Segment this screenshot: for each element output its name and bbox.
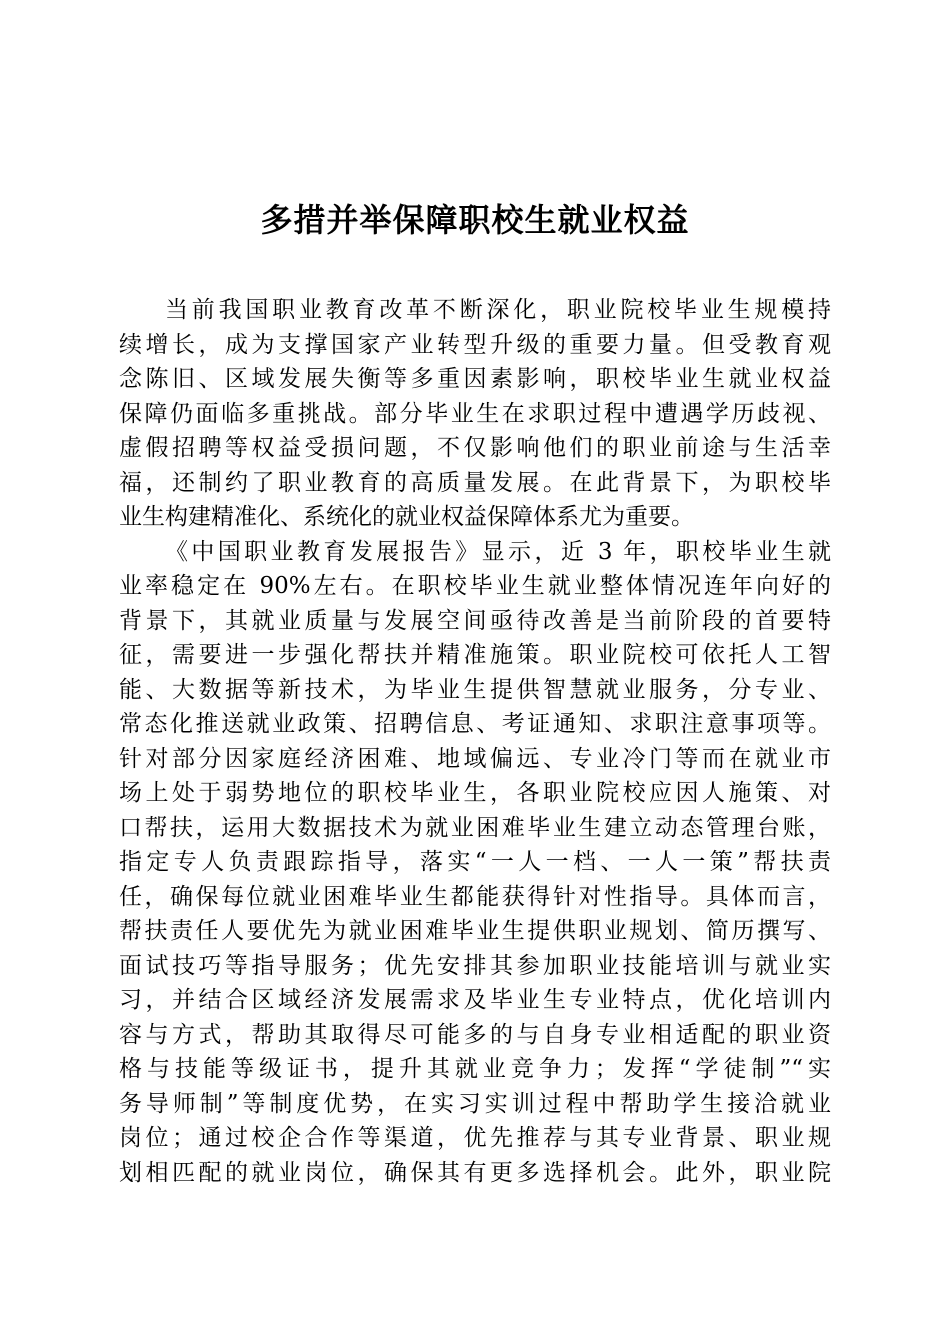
text-line: 虚假招聘等权益受损问题，不仅影响他们的职业前途与生活幸 bbox=[119, 435, 831, 461]
text-line: 面试技巧等指导服务；优先安排其参加职业技能培训与就业实 bbox=[119, 952, 831, 979]
document-title: 多措并举保障职校生就业权益 bbox=[260, 201, 690, 239]
text-line: 背景下，其就业质量与发展空间亟待改善是当前阶段的首要特 bbox=[119, 607, 831, 634]
paragraph-2 bbox=[119, 535, 831, 1191]
text-line: 务导师制”等制度优势，在实习实训过程中帮助学生接洽就业 bbox=[119, 1090, 831, 1117]
text-line: 划相匹配的就业岗位，确保其有更多选择机会。此外，职业院 bbox=[119, 1159, 831, 1186]
text-line: 口帮扶，运用大数据技术为就业困难毕业生建立动态管理台账， bbox=[119, 814, 831, 841]
text-line: 岗位；通过校企合作等渠道，优先推荐与其专业背景、职业规 bbox=[119, 1125, 831, 1151]
text-line: 征，需要进一步强化帮扶并精准施策。职业院校可依托人工智 bbox=[119, 642, 831, 668]
text-line: 容与方式，帮助其取得尽可能多的与自身专业相适配的职业资 bbox=[119, 1021, 831, 1048]
document-body bbox=[119, 293, 831, 1190]
paragraph-1 bbox=[119, 293, 831, 535]
text-line: 当前我国职业教育改革不断深化，职业院校毕业生规模持 bbox=[165, 297, 831, 323]
text-line: 能、大数据等新技术，为毕业生提供智慧就业服务，分专业、 bbox=[119, 676, 831, 703]
text-line: 福，还制约了职业教育的高质量发展。在此背景下，为职校毕 bbox=[119, 469, 831, 496]
text-line: 指定专人负责跟踪指导，落实“一人一档、一人一策”帮扶责 bbox=[119, 849, 831, 875]
text-line: 针对部分因家庭经济困难、地域偏远、专业冷门等而在就业市 bbox=[119, 745, 831, 772]
text-line: 续增长，成为支撑国家产业转型升级的重要力量。但受教育观 bbox=[119, 331, 831, 358]
text-line: 《中国职业教育发展报告》显示，近 3 年，职校毕业生就 bbox=[165, 538, 831, 565]
text-line: 念陈旧、区域发展失衡等多重因素影响，职校毕业生就业权益 bbox=[119, 366, 831, 392]
text-line: 任，确保每位就业困难毕业生都能获得针对性指导。具体而言， bbox=[119, 883, 831, 910]
text-line: 帮扶责任人要优先为就业困难毕业生提供职业规划、简历撰写、 bbox=[119, 918, 831, 944]
text-line: 业生构建精准化、系统化的就业权益保障体系尤为重要。 bbox=[119, 504, 694, 530]
text-line: 格与技能等级证书，提升其就业竞争力；发挥“学徒制”“实 bbox=[119, 1056, 831, 1082]
text-line: 保障仍面临多重挑战。部分毕业生在求职过程中遭遇学历歧视、 bbox=[119, 400, 831, 427]
text-line: 业率稳定在 90%左右。在职校毕业生就业整体情况连年向好的 bbox=[119, 573, 831, 599]
text-line: 场上处于弱势地位的职校毕业生，各职业院校应因人施策、对 bbox=[119, 780, 831, 806]
text-line: 常态化推送就业政策、招聘信息、考证通知、求职注意事项等。 bbox=[119, 711, 831, 737]
text-line: 习，并结合区域经济发展需求及毕业生专业特点，优化培训内 bbox=[119, 987, 831, 1013]
